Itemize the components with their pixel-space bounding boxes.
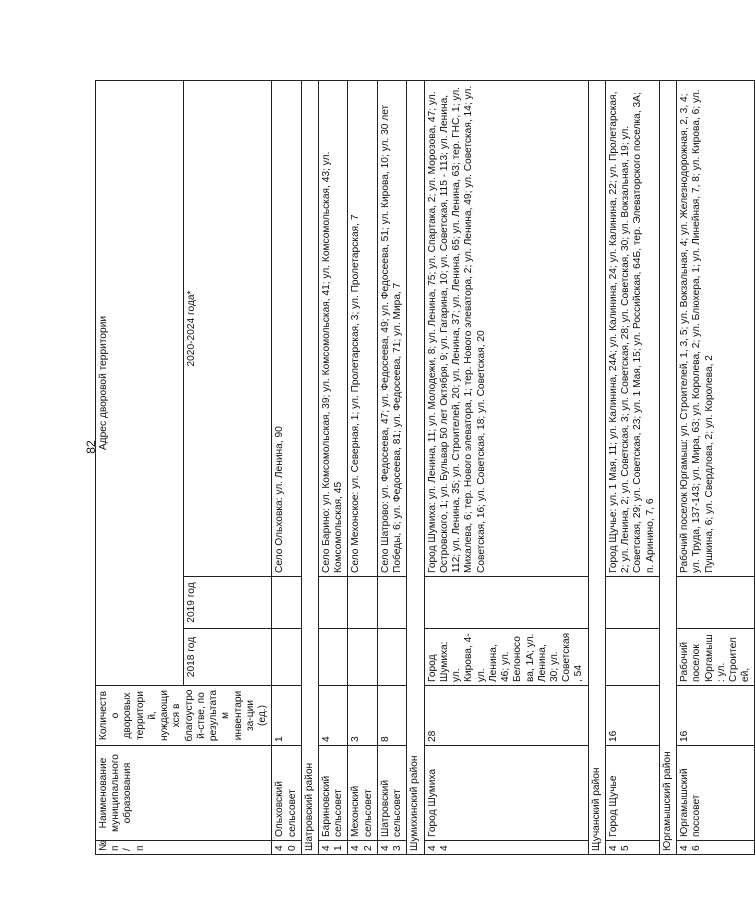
yard-count: 28 xyxy=(424,686,588,746)
yard-count: 16 xyxy=(677,686,755,746)
courtyard-table xyxy=(95,80,755,855)
address-2020-2024: Город Шумиха: ул. Ленина, 11; ул. Молодежи, 8; ул. Ленина, 75; ул. Спартака, 2; ул. Морозова, 47; ул. Островского, 1; ул. Бульвар 50 лет Октября, 9; ул. Гагарина, 10; ул. Советская, 115 - 113; ул. Ленина, 112; ул. Ленина, 35; ул. Строителей, 20; ул. Ленина, 37; ул. Ленина, 65; ул. Ленина, 63; тер. ГНС, 1; ул. Михалева, 6; тер. Нового элеватора, 1; тер. Нового элеватора, 2; ул. Ленина, 49; ул. Советская, 14; ул. Советская, 16; ул. Советская, 18; ул. Советская, 20 xyxy=(424,81,588,577)
address-2019 xyxy=(424,577,588,629)
yard-count: 1 xyxy=(272,686,301,746)
address-2020-2024: Рабочий поселок Юргамыш: ул. Строителей, 1, 3, 5; ул. Вокзальная, 4; ул. Железнодорожная, 2, 3, 4; ул. Труда, 137-143; ул. Мира, 63; ул. Королева, 2; ул. Блюхера, 1; ул. Линейная, 7, 8; ул. Кирова, 6; ул. Пушкина, 6; ул. Свердлова, 2; ул. Королева, 2 xyxy=(677,81,755,577)
address-2019 xyxy=(272,577,301,629)
address-2020-2024: Село Мехонское: ул. Северная, 1; ул. Пролетарская, 3; ул. Пролетарская, 7 xyxy=(348,81,377,577)
yard-count: 3 xyxy=(348,686,377,746)
section-row xyxy=(588,81,605,855)
table-row xyxy=(377,81,406,855)
row-number: 42 xyxy=(348,841,377,855)
yard-count: 16 xyxy=(605,686,659,746)
address-2018: Рабочий поселок Юргамыш: ул. Строителей, xyxy=(677,629,755,686)
municipality-name: Шатровский сельсовет xyxy=(377,746,406,841)
section-label: Юргамышский район xyxy=(659,81,676,855)
row-number: 40 xyxy=(272,841,301,855)
yard-count: 8 xyxy=(377,686,406,746)
section-row xyxy=(301,81,318,855)
table-row xyxy=(348,81,377,855)
table-row xyxy=(605,81,659,855)
address-2020-2024: Город Щучье: ул. 1 Мая, 11; ул. Калинина, 24А; ул. Калинина, 24; ул. Калинина, 22; ул. Пролетарская, 2; ул. Ленина, 2; ул. Советская, 3; ул. Советская, 28; ул. Советская, 30; ул. Вокзальная, 19; ул. Советская, 29; ул. Советская, 23; ул. 1 Мая, 15; ул. Российская, 64Б, тер. Элеваторского поселка, 3А; п. Аринино, 7, 6 xyxy=(605,81,659,577)
municipality-name: Юргамышский поссовет xyxy=(677,746,755,841)
municipality-name: Бариновский сельсовет xyxy=(318,746,347,841)
table-row xyxy=(424,81,588,855)
yard-count: 4 xyxy=(318,686,347,746)
table-row xyxy=(318,81,347,855)
header-2019: 2019 год xyxy=(184,577,272,629)
address-2018: Город Шумиха: ул. Кирова, 4-ул. Ленина, 46; ул. Белоносова, 1А; ул. Ленина, 30; ул. Советская, 54 xyxy=(424,629,588,686)
address-2018 xyxy=(605,629,659,686)
header-name: Наименование муниципального образования xyxy=(96,746,272,841)
address-2019 xyxy=(677,577,755,629)
header-address-group: Адрес дворовой территории xyxy=(96,81,184,686)
municipality-name: Город Щучье xyxy=(605,746,659,841)
row-number: 43 xyxy=(377,841,406,855)
address-2020-2024: Село Шатрово: ул. Федосеева, 47; ул. Федосеева, 49; ул. Федосеева, 51; ул. Кирова, 10; ул. 30 лет Победы, 6; ул. Федосеева, 81; ул. Федосеева, 71; ул. Мира, 7 xyxy=(377,81,406,577)
row-number: 45 xyxy=(605,841,659,855)
address-2019 xyxy=(348,577,377,629)
table-row xyxy=(272,81,301,855)
section-label: Шатровский район xyxy=(301,81,318,855)
address-2020-2024: Село Ольховка: ул. Ленина, 90 xyxy=(272,81,301,577)
header-2018: 2018 год xyxy=(184,629,272,686)
section-row xyxy=(407,81,424,855)
address-2018 xyxy=(318,629,347,686)
rotated-table-wrapper xyxy=(95,80,752,855)
section-label: Шумихинский район xyxy=(407,81,424,855)
row-number: 44 xyxy=(424,841,588,855)
municipality-name: Мехонский сельсовет xyxy=(348,746,377,841)
header-2020-2024: 2020-2024 года* xyxy=(184,81,272,577)
header-count: Количество дворовых территорий, нуждающихся в благоустрой-стве, по результатам инвентариза-ции (ед.) xyxy=(96,686,272,746)
address-2018 xyxy=(272,629,301,686)
address-2018 xyxy=(348,629,377,686)
address-2019 xyxy=(605,577,659,629)
row-number: 41 xyxy=(318,841,347,855)
page-number: 82 xyxy=(84,440,98,454)
address-2018 xyxy=(377,629,406,686)
row-number: 46 xyxy=(677,841,755,855)
municipality-name: Город Шумиха xyxy=(424,746,588,841)
address-2019 xyxy=(377,577,406,629)
address-2020-2024: Село Барино: ул. Комсомольская, 39; ул. Комсомольская, 41; ул. Комсомольская, 43; ул. Комсомольская, 45 xyxy=(318,81,347,577)
table-row xyxy=(677,81,755,855)
address-2019 xyxy=(318,577,347,629)
section-label: Щучанский район xyxy=(588,81,605,855)
section-row xyxy=(659,81,676,855)
municipality-name: Ольховский сельсовет xyxy=(272,746,301,841)
header-num: № п/п xyxy=(96,841,272,855)
header-row xyxy=(96,81,184,855)
